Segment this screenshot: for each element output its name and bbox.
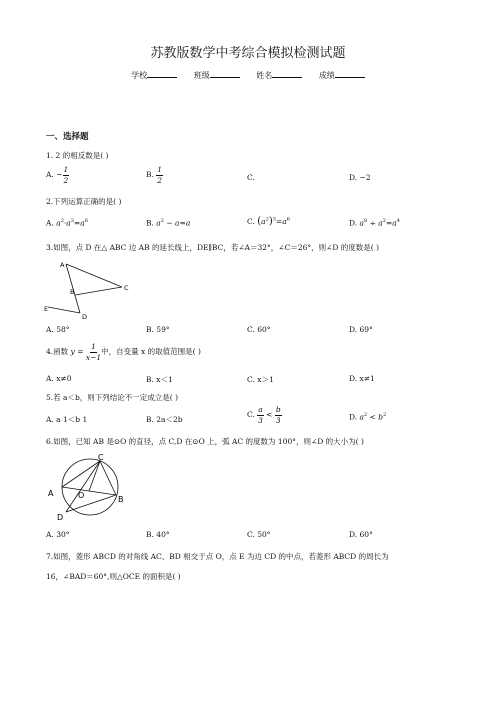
q5-option-a[interactable]: A. a 1＜b 1: [46, 415, 88, 424]
name-blank[interactable]: [272, 70, 302, 78]
q2-b-label: B.: [146, 218, 154, 228]
q4-den: x−1: [85, 352, 102, 362]
q5-c-label: C.: [247, 410, 255, 419]
q1-d-label: D.: [349, 173, 358, 182]
q1-b-label: B.: [146, 170, 154, 179]
q6-a-value: 30°: [56, 530, 70, 539]
q3-line-ed: [48, 307, 80, 313]
q4-d-label: D.: [349, 374, 358, 383]
q3-a-label: A.: [46, 325, 54, 334]
q5-c-num-b: b: [275, 405, 281, 414]
q5-d-label: D.: [349, 412, 358, 422]
q6-option-a[interactable]: [46, 530, 70, 539]
q5-c-den-b: 3: [275, 415, 281, 425]
q6-d-label: D.: [349, 530, 358, 539]
q3-figure: [44, 258, 136, 320]
q1-a-label: A.: [46, 170, 54, 179]
name-label: 姓名: [256, 71, 273, 80]
q1-b-num: 1: [157, 165, 163, 174]
q3-c-label: C.: [247, 325, 255, 334]
q1-stem: 1. 2 的相反数是( ): [46, 151, 109, 160]
q6-label-c: C: [98, 453, 104, 462]
score-blank[interactable]: [335, 70, 365, 78]
name-field: [256, 70, 302, 81]
q3-line-ac: [66, 264, 122, 287]
q6-label-d: D: [57, 513, 64, 522]
q1-a-fraction: [63, 166, 70, 184]
score-field: [319, 70, 365, 81]
q6-figure: [44, 452, 134, 522]
q6-label-o: O: [78, 491, 85, 500]
q1-option-c[interactable]: [247, 173, 255, 182]
student-info-line: [0, 70, 496, 81]
q3-label-b: B: [70, 288, 75, 296]
q4-stem: [46, 343, 201, 361]
q4-option-c[interactable]: [247, 374, 274, 385]
q4-num: 1: [91, 342, 96, 351]
q4-c-value: x＞1: [257, 375, 274, 384]
class-label: 班级: [193, 71, 210, 80]
q3-label-a: A: [60, 261, 65, 269]
q1-option-a[interactable]: [46, 166, 69, 184]
q3-a-value: 58°: [56, 325, 70, 334]
q6-stem: 6.如图，已知 AB 是⊙O 的直径，点 C,D 在⊙O 上，弧 AC 的度数为 100°，则∠D 的大小为( ): [46, 437, 364, 446]
q4-y: y: [70, 347, 75, 356]
q7-stem-line1: 7.如图，菱形 ABCD 的对角线 AC、BD 相交于点 O，点 E 为边 CD 的中点，若菱形 ABCD 的周长为: [46, 552, 389, 561]
q4-c-label: C.: [247, 375, 255, 384]
q4-eq: =: [77, 347, 84, 356]
q3-line-bc: [75, 287, 122, 295]
q3-label-d: D: [82, 313, 88, 320]
q5-stem: 5.若 a＜b，则下列结论不一定成立是( ): [46, 393, 179, 402]
q6-radius-oc: [89, 461, 100, 491]
class-field: [194, 70, 240, 81]
q3-stem: 3.如图，点 D 在△ ABC 边 AB 的延长线上，DE∥BC，若∠A＝32°，∠C＝26°，则∠D 的度数是( ): [46, 243, 380, 252]
q4-fraction: [86, 343, 101, 361]
q3-c-value: 60°: [257, 325, 271, 334]
q2-d-label: D.: [349, 218, 358, 228]
page-title: 苏教版数学中考综合模拟检测试题: [150, 46, 346, 61]
q7-stem-line2: 16，∠BAD＝60°,则△OCE 的面积是( ): [46, 572, 181, 581]
q1-d-value: −2: [359, 173, 371, 182]
q6-b-value: 40°: [156, 530, 170, 539]
q4-stem-pre: 4.函数: [46, 347, 69, 356]
class-blank[interactable]: [210, 70, 240, 78]
q4-a-value: x≠0: [56, 374, 72, 383]
q6-option-b[interactable]: [146, 530, 170, 539]
q1-b-den: 2: [157, 175, 163, 185]
section-heading: 一、选择题: [46, 132, 89, 142]
q1-a-sign: −: [56, 170, 63, 179]
q6-d-value: 60°: [359, 530, 373, 539]
q2-a-label: A.: [46, 218, 54, 228]
q4-d-value: x≠1: [359, 374, 375, 383]
q3-b-value: 59°: [156, 325, 170, 334]
q5-option-b[interactable]: B. 2a＜2b: [146, 415, 183, 424]
q1-b-fraction: [156, 166, 163, 184]
q4-stem-post: 中，自变量 x 的取值范围是( ): [101, 347, 201, 356]
q4-option-b[interactable]: [146, 374, 173, 385]
q6-label-b: B: [118, 495, 124, 504]
q2-option-d[interactable]: D. $a^8 \div a^2=a^4$: [349, 218, 400, 228]
q6-a-label: A.: [46, 530, 54, 539]
q4-option-d[interactable]: [349, 374, 375, 383]
school-label: 学校: [131, 71, 148, 80]
q6-c-value: 50°: [257, 530, 271, 539]
q4-b-value: x＜1: [156, 375, 173, 384]
q6-chord-db: [66, 495, 116, 512]
q5-c-lt: <: [266, 410, 273, 419]
q5-option-c[interactable]: [247, 406, 282, 424]
q1-option-b[interactable]: [146, 166, 163, 184]
q3-option-b[interactable]: [146, 325, 170, 334]
q4-b-label: B.: [146, 375, 154, 384]
q2-c-label: C.: [247, 217, 255, 226]
q3-option-d[interactable]: [349, 325, 373, 334]
score-label: 成绩: [318, 71, 335, 80]
q4-a-label: A.: [46, 374, 54, 383]
q5-c-den-a: 3: [258, 415, 263, 425]
q1-option-d[interactable]: [349, 173, 371, 182]
q2-stem: 2.下列运算正确的是( ): [46, 197, 122, 206]
q6-chord-cd: [66, 461, 100, 512]
q6-c-label: C.: [247, 530, 255, 539]
q3-option-c[interactable]: [247, 325, 271, 334]
q3-b-label: B.: [146, 325, 154, 334]
q1-c-label: C.: [247, 173, 255, 182]
q6-label-a: A: [48, 489, 54, 498]
q5-c-num-a: a: [258, 405, 263, 414]
q1-a-num: 1: [63, 165, 69, 174]
q6-option-d[interactable]: [349, 530, 373, 539]
q3-label-c: C: [124, 284, 129, 292]
q3-d-value: 69°: [359, 325, 373, 334]
q2-option-c[interactable]: C. $(a^2)^3=a^6$: [247, 216, 290, 227]
school-field: [131, 70, 177, 81]
q5-c-frac-b: [275, 406, 282, 424]
q6-chord-cb: [100, 461, 116, 495]
q3-option-a[interactable]: [46, 325, 70, 334]
q5-c-frac-a: [257, 406, 263, 424]
school-blank[interactable]: [147, 70, 177, 78]
q3-label-e: E: [44, 305, 49, 313]
q4-option-a[interactable]: [46, 374, 72, 383]
q6-option-c[interactable]: [247, 530, 271, 539]
q5-option-d[interactable]: D. $a^2 < b^2$: [349, 412, 387, 422]
q6-chord-ac: [62, 461, 100, 487]
q3-d-label: D.: [349, 325, 358, 334]
q2-option-b[interactable]: B. $a^2 - a=a$: [146, 218, 191, 228]
q6-b-label: B.: [146, 530, 154, 539]
q2-option-a[interactable]: A. $a^2\cdot a^3=a^6$: [46, 218, 88, 228]
q1-a-den: 2: [63, 175, 69, 185]
